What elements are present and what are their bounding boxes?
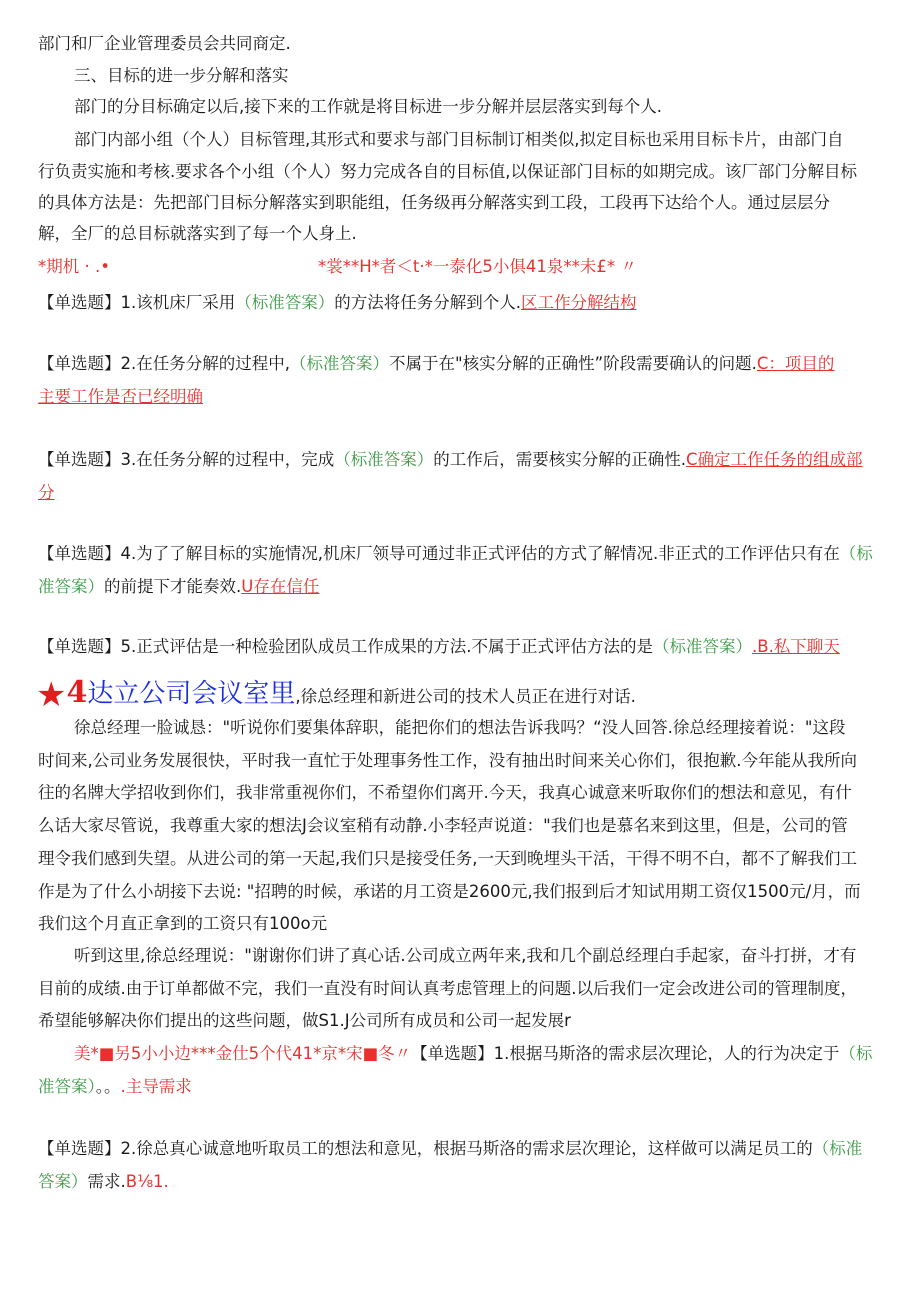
question-text: 的工作后，需要核实分解的正确性. xyxy=(433,450,686,469)
case-title: 达立公司会议室里 xyxy=(87,679,296,709)
question-2 xyxy=(38,347,884,413)
answer-text: .主导需求 xyxy=(120,1077,192,1096)
answer-text: B⅛1. xyxy=(125,1172,169,1191)
question-7 xyxy=(38,1132,884,1198)
dialogue-line: 希望能够解决你们提出的这些问题，做S1.J公司所有成员和公司一起发展r xyxy=(38,1011,571,1030)
question-tag: 【单选题】 xyxy=(38,354,121,373)
question-tag: 【单选题】 xyxy=(38,293,121,312)
question-text: 1.根据马斯洛的需求层次理论，人的行为决定于 xyxy=(493,1044,840,1063)
answer-text: C：项目的 xyxy=(756,354,835,373)
paragraph-line: 部门和厂企业管理委员会共同商定. xyxy=(38,34,291,53)
question-6 xyxy=(74,1037,884,1070)
standard-answer-label: 准答案） xyxy=(38,1077,96,1096)
standard-answer-label: （标 xyxy=(839,1044,873,1063)
question-1 xyxy=(38,286,884,319)
paragraph-line: 部门内部小组（个人）目标管理,其形式和要求与部门目标制订相类似,拟定目标也采用目标卡片，由部门自 xyxy=(74,130,844,149)
answer-text: .B.私下聊天 xyxy=(752,637,840,656)
dialogue-line: 理令我们感到失望。从进公司的第一天起,我们只是接受任务,一天到晚埋头干活，干得不明不白，都不了解我们工 xyxy=(38,849,857,868)
standard-answer-label: 准答案） xyxy=(38,577,104,596)
answer-text: 分 xyxy=(38,483,55,502)
question-text: 不属于在"核实分解的正确性”阶段需要确认的问题. xyxy=(389,354,757,373)
paragraph-line: 行负责实施和考核.要求各个小组（个人）努力完成各自的目标值,以保证部门目标的如期完成。该厂部门分解目标 xyxy=(38,162,857,181)
standard-answer-label: （标 xyxy=(839,544,873,563)
question-text: 2.徐总真心诚意地听取员工的想法和意见，根据马斯洛的需求层次理论，这样做可以满足员工的 xyxy=(120,1139,813,1158)
question-tag: 【单选题】 xyxy=(38,1139,121,1158)
dialogue-line: 作是为了什么小胡接下去说: "招聘的时候，承诺的月工资是2600元,我们报到后才知试用期工资仅1500元/月，而 xyxy=(38,882,861,901)
dialogue-line: 么话大家尽管说，我尊重大家的想法J会议室稍有动静.小李轻声说道："我们也是慕名来到这里，但是，公司的管 xyxy=(38,816,848,835)
standard-answer-label: （标准答案） xyxy=(334,450,434,469)
question-text: 的前提下才能奏效. xyxy=(104,577,242,596)
question-text: 1.该机床厂采用 xyxy=(120,293,236,312)
answer-text: C确定工作任务的组成部 xyxy=(686,450,863,469)
paragraph-line: 部门的分目标确定以后,接下来的工作就是将目标进一步分解并层层落实到每个人. xyxy=(74,97,662,116)
paragraph-line: 解，全厂的总目标就落实到了每一个人身上. xyxy=(38,224,357,243)
question-text: 3.在任务分解的过程中，完成 xyxy=(120,450,335,469)
star-icon: ★ xyxy=(36,675,67,715)
garbled-text: *期机 · .• xyxy=(38,257,110,276)
standard-answer-label: （标准答案） xyxy=(653,637,752,656)
question-text: 。。 xyxy=(95,1077,121,1096)
standard-answer-label: （标准答案） xyxy=(290,354,389,373)
question-3 xyxy=(38,443,884,509)
dialogue-line: 徐总经理一脸诚恳："听说你们要集体辞职，能把你们的想法告诉我吗？“没人回答.徐总经理接着说："这段 xyxy=(74,718,846,737)
question-tag: 【单选题】 xyxy=(411,1044,494,1063)
question-text: 4.为了了解目标的实施情况,机床厂领导可通过非正式评估的方式了解情况.非正式的工作评估只有在 xyxy=(120,544,840,563)
question-tag: 【单选题】 xyxy=(38,450,121,469)
question-text: 的方法将任务分解到个人. xyxy=(334,293,521,312)
question-4 xyxy=(38,537,884,603)
standard-answer-label: （标准答案） xyxy=(235,293,335,312)
answer-text: 主要工作是否已经明确 xyxy=(38,387,203,406)
question-text: 需求. xyxy=(87,1172,126,1191)
question-text: 5.正式评估是一种检验团队成员工作成果的方法.不属于正式评估方法的是 xyxy=(120,637,653,656)
dialogue-line: 听到这里,徐总经理说："谢谢你们讲了真心话.公司成立两年来,我和几个副总经理白手起家，奋斗打拼，才有 xyxy=(74,946,857,965)
answer-text: 区工作分解结构 xyxy=(521,293,637,312)
question-tag: 【单选题】 xyxy=(38,637,121,656)
paragraph-line: 的具体方法是：先把部门目标分解落实到职能组，任务级再分解落实到工段，工段再下达给个人。通过层层分 xyxy=(38,193,830,212)
question-6-cont xyxy=(38,1070,884,1103)
case-heading xyxy=(36,674,636,716)
question-tag: 【单选题】 xyxy=(38,544,121,563)
case-intro: ,徐总经理和新进公司的技术人员正在进行对话. xyxy=(295,687,636,706)
section-heading: 三、目标的进一步分解和落实 xyxy=(74,66,289,85)
dialogue-line: 目前的成绩.由于订单都做不完，我们一直没有时间认真考虑管理上的问题.以后我们一定会改进公司的管理制度， xyxy=(38,979,857,998)
case-number: 4 xyxy=(66,675,88,710)
standard-answer-label: 答案） xyxy=(38,1172,88,1191)
dialogue-line: 时间来,公司业务发展很快，平时我一直忙于处理事务性工作，没有抽出时间来关心你们，很抱歉.今年能从我所向 xyxy=(38,751,857,770)
dialogue-line: 往的名牌大学招收到你们，我非常重视你们，不希望你们离开.今天，我真心诚意来听取你们的想法和意见，有什 xyxy=(38,783,852,802)
garbled-text: 美*■另5小小边***金仕5个代41*京*宋■冬〃 xyxy=(74,1044,412,1063)
standard-answer-label: （标准 xyxy=(812,1139,863,1158)
question-text: 2.在任务分解的过程中, xyxy=(120,354,290,373)
answer-text: U存在信任 xyxy=(241,577,320,596)
question-5 xyxy=(38,630,884,663)
garbled-text: *裳**H*者＜t·*一泰化5小俱41泉**未£* 〃 xyxy=(318,257,637,276)
dialogue-line: 我们这个月直正拿到的工资只有100o元 xyxy=(38,914,328,933)
